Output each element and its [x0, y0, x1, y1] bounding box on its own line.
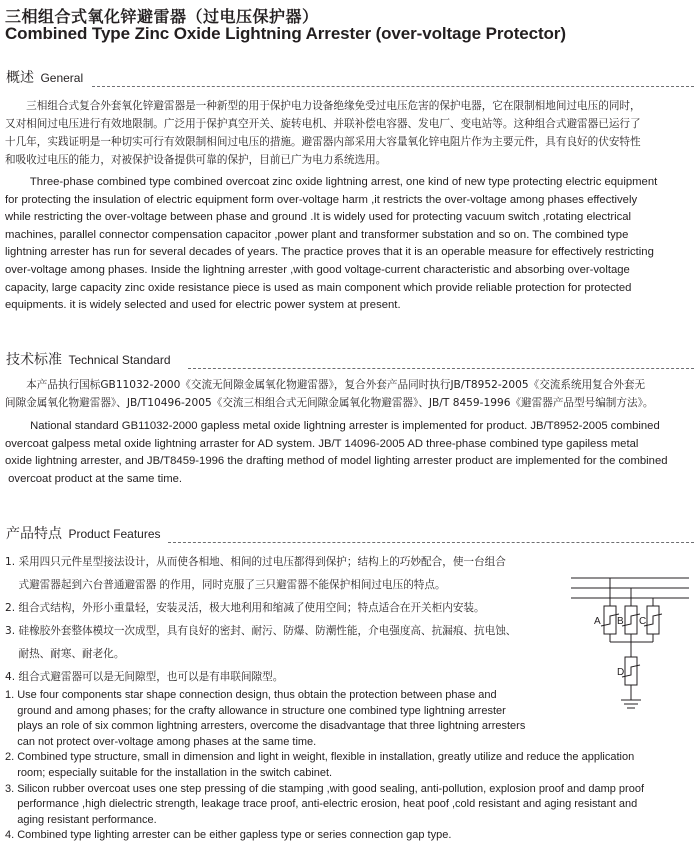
- text-line: machines, parallel connector compensation capacitor ,power plant and transformer substation and so on. The combined type: [5, 228, 629, 241]
- diagram-label-c: C: [639, 616, 647, 627]
- general-text-cn: [5, 97, 695, 169]
- diagram-label-a: A: [594, 616, 601, 627]
- page-title-en: Combined Type Zinc Oxide Lightning Arrester (over-voltage Protector): [5, 24, 566, 43]
- feature-line: can not protect over-voltage among phases at the same time.: [5, 735, 317, 748]
- section-heading-en: General: [40, 71, 84, 85]
- text-line: overcoat product at the same time.: [5, 472, 183, 485]
- feature-line: 2. 组合式结构，外形小重量轻，安装灵活，极大地利用和缩减了使用空间；特点适合在开关柜内安装。: [5, 602, 485, 614]
- technical-text-cn: [5, 376, 695, 412]
- text-line: oxide lightning arrester, and JB/T8459-1996 the drafting method of model lighting arrester product are implemented for the combined: [5, 455, 668, 468]
- text-line: 又对相间过电压进行有效地限制。广泛用于保护真空开关、旋转电机、并联补偿电容器、发电厂、变电站等。这种组合式避雷器已运行了: [5, 118, 641, 130]
- section-heading-technical: [6, 351, 171, 369]
- features-text-en: [5, 688, 695, 844]
- feature-line: 1. 采用四只元件星型接法设计，从而使各相地、相间的过电压都得到保护；结构上的巧妙配合，使一台组合: [5, 556, 506, 568]
- general-text-en: [5, 174, 695, 315]
- text-line: 和吸收过电压的能力，对被保护设备提供可靠的保护，目前已广为电力系统选用。: [5, 154, 387, 166]
- features-text-cn: [5, 551, 565, 689]
- text-line: equipments. it is widely selected and used for electric power system at present.: [5, 299, 401, 312]
- text-line: capacity, large capacity zinc oxide resistance piece is used as main component which provide reliable protection for protected: [5, 281, 632, 294]
- feature-line: 4. Combined type lighting arrester can be either gapless type or series connection gap type.: [5, 829, 452, 842]
- feature-line: 3. 硅橡胶外套整体模坟一次成型，具有良好的密封、耐污、防爆、防潮性能，介电强度高、抗漏痕、抗电蚀、: [5, 625, 517, 637]
- feature-line: 2. Combined type structure, small in dimension and light in weight, flexible in installation, greatly utilize and reduce the application: [5, 751, 635, 764]
- section-heading-cn: 技术标准: [6, 352, 62, 368]
- text-line: over-voltage among phases. Inside the lightning arrester ,with good voltage-current characteristic and absorbing over-voltage: [5, 263, 630, 276]
- feature-line: 式避雷器起到六台普通避雷器 的作用，同时克服了三只避雷器不能保护相间过电压的特点。: [5, 579, 446, 591]
- feature-line: 4. 组合式避雷器可以是无间隙型，也可以是有串联间隙型。: [5, 671, 284, 683]
- text-line: lightning arrester has run for several decades of years. The practice proves that it is an operable measure for effectively restricting: [5, 246, 654, 259]
- text-line: 间隙金属氧化物避雷器》、JB/T10496-2005《交流三相组合式无间隙金属氧化物避雷器》、JB/T 8459-1996《避雷器产品型号编制方法》。: [5, 397, 654, 409]
- feature-line: 3. Silicon rubber overcoat uses one step pressing of die stamping ,with good sealing, anti-pollution, explosion proof and damp proof: [5, 782, 644, 795]
- text-line: National standard GB11032-2000 gapless metal oxide lightning arrester is implemented for product. JB/T8952-2005 combined: [5, 420, 660, 432]
- text-line: 本产品执行国标GB11032-2000《交流无间隙金属氧化物避雷器》，复合外套产品同时执行JB/T8952-2005《交流系统用复合外套无: [5, 379, 646, 391]
- section-heading-general: [6, 69, 83, 87]
- feature-line: ground and among phases; for the crafty allowance in structure one combined type lightning arrester: [5, 704, 506, 717]
- section-divider: [188, 368, 694, 369]
- section-heading-cn: 产品特点: [6, 526, 62, 542]
- section-heading-features: [6, 525, 161, 543]
- section-heading-en: Product Features: [68, 527, 161, 541]
- technical-text-en: [5, 418, 695, 488]
- diagram-label-b: B: [617, 616, 624, 627]
- text-line: 三相组合式复合外套氧化锌避雷器是一种新型的用于保护电力设备绝缘免受过电压危害的保护电器，它在限制相地间过电压的同时，: [5, 100, 641, 112]
- feature-line: performance ,high dielectric strength, leakage trace proof, anti-electric erosion, heat poof ,cold resistant and aging resistant and: [5, 798, 638, 811]
- text-line: 十几年，实践证明是一种切实可行有效限制相间过电压的措施。避雷器内部采用大容量氧化锌电阻片作为主要元件，具有良好的伏安特性: [5, 136, 641, 148]
- section-heading-en: Technical Standard: [68, 353, 171, 367]
- text-line: for protecting the insulation of electric equipment form over-voltage harm ,it restricts the over-voltage among phases effectively: [5, 193, 638, 206]
- section-heading-cn: 概述: [6, 70, 34, 86]
- section-divider: [92, 86, 694, 87]
- page-title-cn: 三相组合式氧化锌避雷器（过电压保护器）: [5, 7, 319, 26]
- text-line: Three-phase combined type combined overcoat zinc oxide lightning arrest, one kind of new type protecting electric equipment: [5, 176, 658, 188]
- text-line: overcoat galpess metal oxide lightning arraster for AD system. JB/T 14096-2005 AD three-phase combined type gapiless metal: [5, 437, 639, 450]
- section-divider: [168, 542, 694, 543]
- feature-line: 耐热、耐寒、耐老化。: [5, 648, 125, 660]
- feature-line: 1. Use four components star shape connection design, thus obtain the protection between phase and: [5, 689, 497, 701]
- feature-line: room; especially suitable for the installation in the switch cabinet.: [5, 766, 333, 779]
- text-line: while restricting the over-voltage between phase and ground .It is widely used for protecting vacuum switch ,rotating electrical: [5, 211, 632, 224]
- diagram-label-d: D: [617, 667, 625, 678]
- feature-line: aging resistant performance.: [5, 813, 157, 826]
- feature-line: plays an role of six common lightning arresters, overcome the disadvantage that three lightning arresters: [5, 720, 526, 733]
